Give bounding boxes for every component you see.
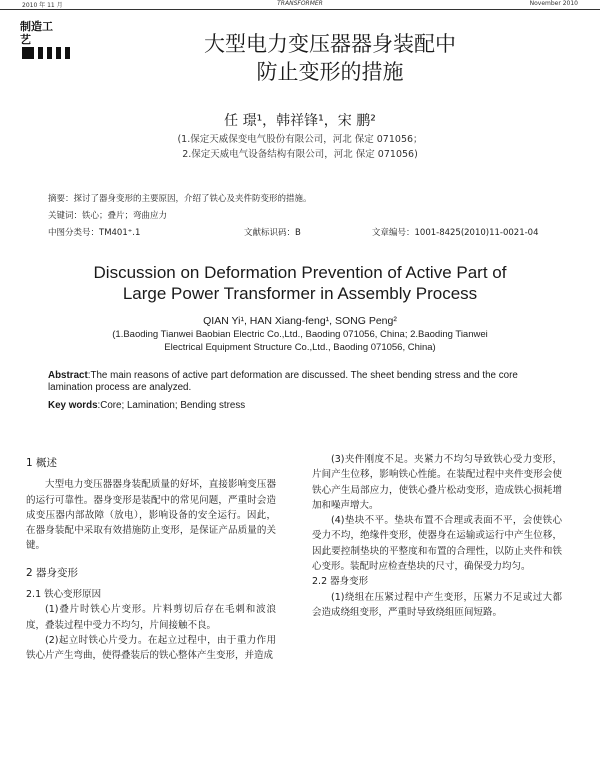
en-authors: QIAN Yi¹, HAN Xiang-feng¹, SONG Peng² (203, 315, 397, 327)
cn-affiliations (0, 132, 600, 162)
en-abstract (48, 370, 558, 394)
subsection-heading-2-1: 2.1 铁心变形原因 (26, 589, 102, 601)
column-logo (20, 18, 76, 62)
cn-title-line1: 大型电力变压器器身装配中 (204, 32, 456, 56)
paragraph-2-2-item1: (1)绕组在压紧过程中产生变形，压紧力不足或过大都会造成绕组变形，严重时导致绕组匝间短路。 (312, 591, 562, 618)
en-affiliations (40, 328, 560, 354)
body-column-right (312, 452, 562, 620)
en-affil-line2: Electrical Equipment Structure Co.,Ltd., Baoding 071056, China) (164, 342, 436, 353)
section-heading-2: 2 器身变形 (26, 566, 79, 579)
en-affil-line1: (1.Baoding Tianwei Baobian Electric Co.,Ltd., Baoding 071056, China; 2.Baoding Tianwei (112, 329, 488, 340)
body-column-left (26, 452, 276, 664)
logo-text-row1: 制造工 (20, 20, 53, 33)
en-abstract-label: Abstract (48, 370, 88, 381)
logo-text-row2: 艺 (20, 33, 31, 46)
en-keywords-label: Key words (48, 400, 98, 411)
cn-article-no: 文章编号：1001-8425(2010)11-0021-04 (372, 228, 539, 238)
en-abstract-text: :The main reasons of active part deformation are discussed. The sheet bending stress and the core lamination process are analyzed. (48, 370, 518, 393)
section-heading-intro: 1 概述 (26, 457, 58, 469)
en-title (0, 262, 600, 304)
running-header (0, 0, 600, 10)
en-title-line1: Discussion on Deformation Prevention of Active Part of (93, 263, 507, 282)
paragraph-2-1-item1: (1)叠片时铁心片变形。片料剪切后存在毛刺和波浪度，叠装过程中受力不均匀，片间接触不良。 (26, 604, 276, 631)
paragraph-right-item4: (4)垫块不平。垫块布置不合理或表面不平，会使铁心受力不均，绝缘件变形，使器身在运输或运行中产生位移，因此要控制垫块的平整度和布置的合理性，以防止夹件和铁心变形。装配时应检查垫块的尺寸，确保受力均匀。 (312, 515, 562, 573)
en-title-line2: Large Power Transformer in Assembly Process (122, 284, 478, 303)
logo-bars-icon (22, 47, 74, 59)
paragraph-right-item3: (3)夹件刚度不足。夹紧力不均匀导致铁心受力变形，片间产生位移，影响铁心性能。在装配过程中夹件变形会使铁心产生局部应力，使铁心叠片松动变形，造成铁心损耗增加和噪声增大。 (312, 454, 562, 511)
header-journal: TRANSFORMER (277, 0, 323, 7)
cn-keywords: 关键词：铁心；叠片；弯曲应力 (48, 211, 168, 221)
header-date-cn: 2010 年 11 月 (22, 2, 63, 9)
en-keywords (48, 400, 558, 411)
header-date-en: November 2010 (529, 0, 578, 7)
cn-title-line2: 防止变形的措施 (256, 60, 404, 84)
cn-doc-code: 文献标识码：B (244, 228, 301, 238)
subsection-heading-2-2: 2.2 器身变形 (312, 576, 369, 588)
cn-affil-line1: (1.保定天威保变电气股份有限公司，河北 保定 071056； (177, 134, 423, 145)
cn-authors: 任 璟¹，韩祥锋¹，宋 鹏² (224, 113, 376, 129)
paragraph-2-1-item2: (2)起立时铁心片受力。在起立过程中，由于重力作用铁心片产生弯曲，使得叠装后的铁心整体产生变形，并造成 (26, 634, 276, 662)
en-keywords-text: :Core; Lamination; Bending stress (97, 400, 246, 411)
intro-paragraph: 大型电力变压器器身装配质量的好坏，直接影响变压器的运行可靠性。器身变形是装配中的常见问题，严重时会造成变压器内部故障（放电），影响设备的安全运行。因此，在器身装配中采取有效措施防止变形，是保证产品质量的关键。 (26, 479, 276, 552)
cn-affil-line2: 2.保定天威电气设备结构有限公司，河北 保定 071056) (182, 149, 418, 160)
cn-clc: 中图分类号：TM401⁺.1 (48, 228, 141, 238)
cn-title (80, 30, 580, 86)
cn-abstract: 摘要：探讨了器身变形的主要原因，介绍了铁心及夹件防变形的措施。 (48, 194, 312, 204)
